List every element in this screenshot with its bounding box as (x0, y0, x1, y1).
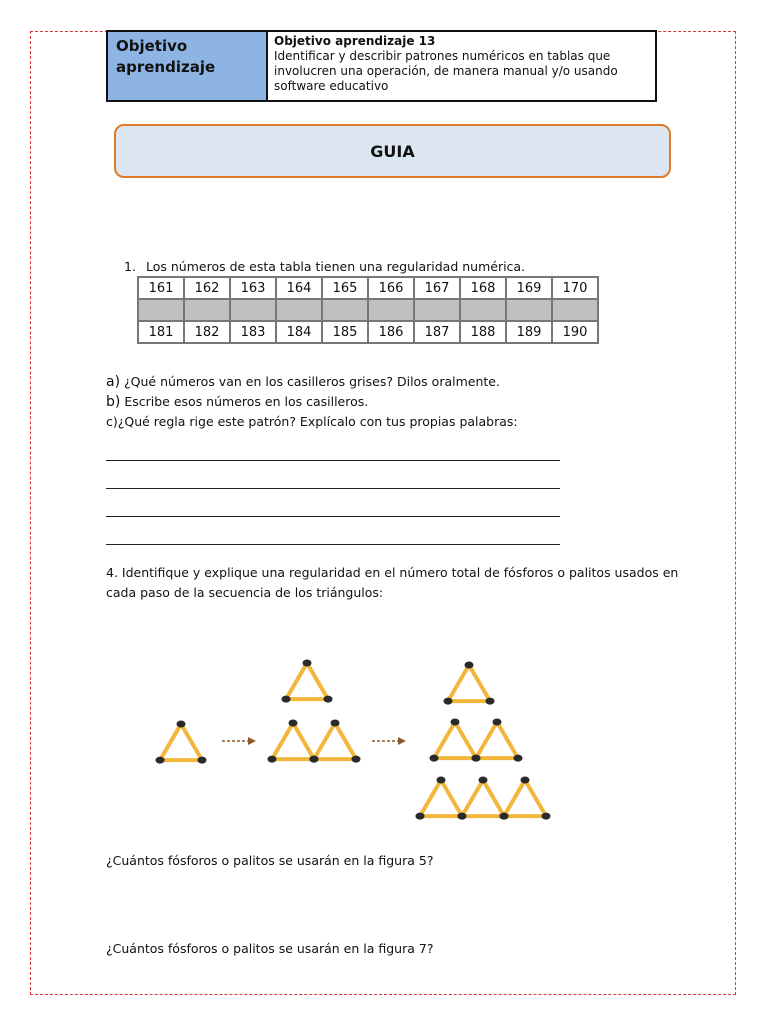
table-cell: 163 (230, 277, 276, 299)
matchstick (441, 780, 462, 816)
matchstick (525, 780, 546, 816)
match-head (451, 719, 460, 726)
matchstick-triangle (416, 777, 467, 820)
matchstick-triangle (430, 719, 481, 762)
matchstick (483, 780, 504, 816)
table-cell: 185 (322, 321, 368, 343)
table-cell: 186 (368, 321, 414, 343)
question-4: 4. Identifique y explique una regularidad en el número total de fósforos o palitos usados en cada paso de la secuencia de los triángulos: (106, 565, 679, 600)
match-head (303, 660, 312, 667)
table-cell: 168 (460, 277, 506, 299)
match-head (282, 696, 291, 703)
table-cell: 181 (138, 321, 184, 343)
matchstick (286, 663, 307, 699)
match-head (493, 719, 502, 726)
match-head (416, 813, 425, 820)
table-cell: 166 (368, 277, 414, 299)
objective-text: Identificar y describir patrones numéricos en tablas que involucren una operación, de manera manual y/o usando software educativo (274, 49, 618, 93)
matchstick (448, 665, 469, 701)
table-cell: 183 (230, 321, 276, 343)
matchstick (469, 665, 490, 701)
match-head (352, 756, 361, 763)
match-head (500, 813, 509, 820)
matchstick (455, 722, 476, 758)
matchstick-triangle (156, 721, 207, 764)
match-head (289, 720, 298, 727)
matchstick-triangle (458, 777, 509, 820)
guia-title: GUIA (370, 141, 415, 161)
matchstick-triangle (282, 660, 333, 703)
question-1-text: Los números de esta tabla tienen una regularidad numérica. (146, 259, 526, 274)
matchstick-triangle (268, 720, 319, 763)
table-cell: 161 (138, 277, 184, 299)
figure-5-question: ¿Cuántos fósforos o palitos se usarán en la figura 5? (106, 853, 434, 868)
matchstick-triangle (310, 720, 361, 763)
match-head (437, 777, 446, 784)
table-cell: 184 (276, 321, 322, 343)
table-cell: 190 (552, 321, 598, 343)
matchstick (181, 724, 202, 760)
match-head (472, 755, 481, 762)
question-1b-text: Escribe esos números en los casilleros. (124, 394, 369, 409)
table-cell: 188 (460, 321, 506, 343)
objective-title: Objetivo aprendizaje 13 (274, 34, 436, 48)
matchstick (335, 723, 356, 759)
question-1b-label: b) (106, 394, 121, 410)
match-head (521, 777, 530, 784)
question-1c: c)¿Qué regla rige este patrón? Explícalo con tus propias palabras: (106, 414, 518, 429)
match-head (458, 813, 467, 820)
match-head (331, 720, 340, 727)
match-head (479, 777, 488, 784)
question-1-number: 1. (124, 259, 136, 274)
table-cell: 164 (276, 277, 322, 299)
matchstick (314, 723, 335, 759)
matchstick-triangle (472, 719, 523, 762)
matchstick (497, 722, 518, 758)
matchstick (420, 780, 441, 816)
arrow-head-icon (248, 737, 256, 745)
question-1a-text: ¿Qué números van en los casilleros grises? Dilos oralmente. (124, 374, 500, 389)
match-head (156, 757, 165, 764)
matchstick (307, 663, 328, 699)
table-cell: 182 (184, 321, 230, 343)
table-cell: 170 (552, 277, 598, 299)
objective-label: Objetivo aprendizaje (108, 32, 268, 100)
table-cell: 167 (414, 277, 460, 299)
match-head (268, 756, 277, 763)
matchstick (504, 780, 525, 816)
matchstick (434, 722, 455, 758)
matchstick-triangle (500, 777, 551, 820)
matchstick (462, 780, 483, 816)
match-head (486, 698, 495, 705)
table-cell: 187 (414, 321, 460, 343)
match-head (430, 755, 439, 762)
matchstick (476, 722, 497, 758)
question-1a-label: a) (106, 374, 121, 390)
table-cell: 162 (184, 277, 230, 299)
match-head (444, 698, 453, 705)
matchstick-triangle (444, 662, 495, 705)
matchstick (160, 724, 181, 760)
match-head (198, 757, 207, 764)
arrow-head-icon (398, 737, 406, 745)
match-head (177, 721, 186, 728)
match-head (514, 755, 523, 762)
matchstick (293, 723, 314, 759)
match-head (324, 696, 333, 703)
table-cell: 169 (506, 277, 552, 299)
figure-7-question: ¿Cuántos fósforos o palitos se usarán en la figura 7? (106, 941, 434, 956)
table-cell: 165 (322, 277, 368, 299)
match-head (465, 662, 474, 669)
matchstick (272, 723, 293, 759)
table-cell: 189 (506, 321, 552, 343)
match-head (310, 756, 319, 763)
match-head (542, 813, 551, 820)
